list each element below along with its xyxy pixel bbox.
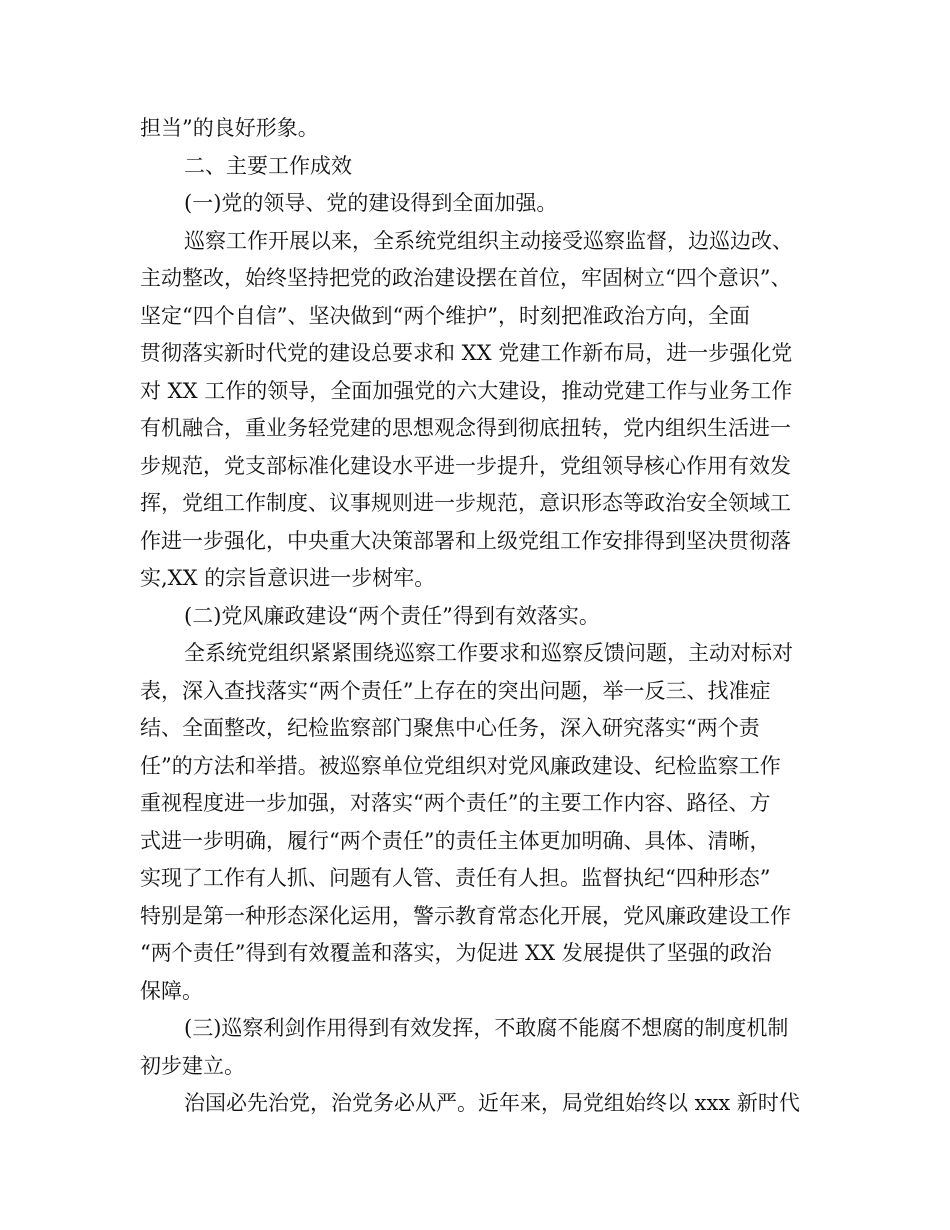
subsection-heading-1: (一)党的领导、党的建设得到全面加强。	[184, 191, 558, 215]
paragraph-2-line: 保障。	[140, 979, 203, 1003]
paragraph-1-line: 坚定“四个自信”、坚决做到“两个维护”，时刻把准政治方向，全面	[140, 304, 750, 328]
paragraph-1-line: 贯彻落实新时代党的建设总要求和 XX 党建工作新布局，进一步强化党	[140, 341, 793, 365]
section-heading-main-achievements: 二、主要工作成效	[184, 154, 352, 178]
paragraph-1-line: 挥，党组工作制度、议事规则进一步规范，意识形态等政治安全领域工	[140, 491, 791, 515]
paragraph-2-line: “两个责任”得到有效覆盖和落实，为促进 XX 发展提供了坚强的政治	[140, 941, 772, 965]
paragraph-2-line: 表，深入查找落实“两个责任”上存在的突出问题，举一反三、找准症	[140, 679, 771, 703]
paragraph-2-line: 特别是第一种形态深化运用，警示教育常态化开展，党风廉政建设工作	[140, 904, 791, 928]
paragraph-1-line: 有机融合，重业务轻党建的思想观念得到彻底扭转，党内组织生活进一	[140, 416, 791, 440]
paragraph-2-line: 任”的方法和举措。被巡察单位党组织对党风廉政建设、纪检监察工作	[140, 754, 781, 778]
paragraph-2-line: 重视程度进一步加强，对落实“两个责任”的主要工作内容、路径、方	[140, 791, 771, 815]
subsection-heading-2: (二)党风廉政建设“两个责任”得到有效落实。	[184, 604, 600, 628]
paragraph-2-line: 结、全面整改，纪检监察部门聚焦中心任务，深入研究落实“两个责	[140, 716, 760, 740]
paragraph-3-line: 治国必先治党，治党务必从严。近年来，局党组始终以 xxx 新时代	[184, 1091, 800, 1115]
paragraph-1-line: 巡察工作开展以来，全系统党组织主动接受巡察监督，边巡边改、	[184, 229, 793, 253]
subsection-heading-3: (三)巡察利剑作用得到有效发挥，不敢腐不能腐不想腐的制度机制	[184, 1016, 789, 1040]
paragraph-1-line: 实,XX 的宗旨意识进一步树牢。	[140, 566, 436, 590]
paragraph-1-line: 作进一步强化，中央重大决策部署和上级党组工作安排得到坚决贯彻落	[140, 529, 791, 553]
subsection-heading-3-continuation: 初步建立。	[140, 1054, 245, 1078]
paragraph-1-line: 步规范，党支部标准化建设水平进一步提升，党组领导核心作用有效发	[140, 454, 791, 478]
paragraph-1-line: 主动整改，始终坚持把党的政治建设摆在首位，牢固树立“四个意识”、	[140, 266, 792, 290]
paragraph-2-line: 式进一步明确，履行“两个责任”的责任主体更加明确、具体、清晰，	[140, 829, 771, 853]
paragraph-2-line: 实现了工作有人抓、问题有人管、责任有人担。监督执纪“四种形态”	[140, 866, 771, 890]
paragraph-2-line: 全系统党组织紧紧围绕巡察工作要求和巡察反馈问题，主动对标对	[184, 641, 793, 665]
paragraph-1-line: 对 XX 工作的领导，全面加强党的六大建设，推动党建工作与业务工作	[140, 379, 793, 403]
paragraph-continuation-line: 担当”的良好形象。	[140, 116, 319, 140]
